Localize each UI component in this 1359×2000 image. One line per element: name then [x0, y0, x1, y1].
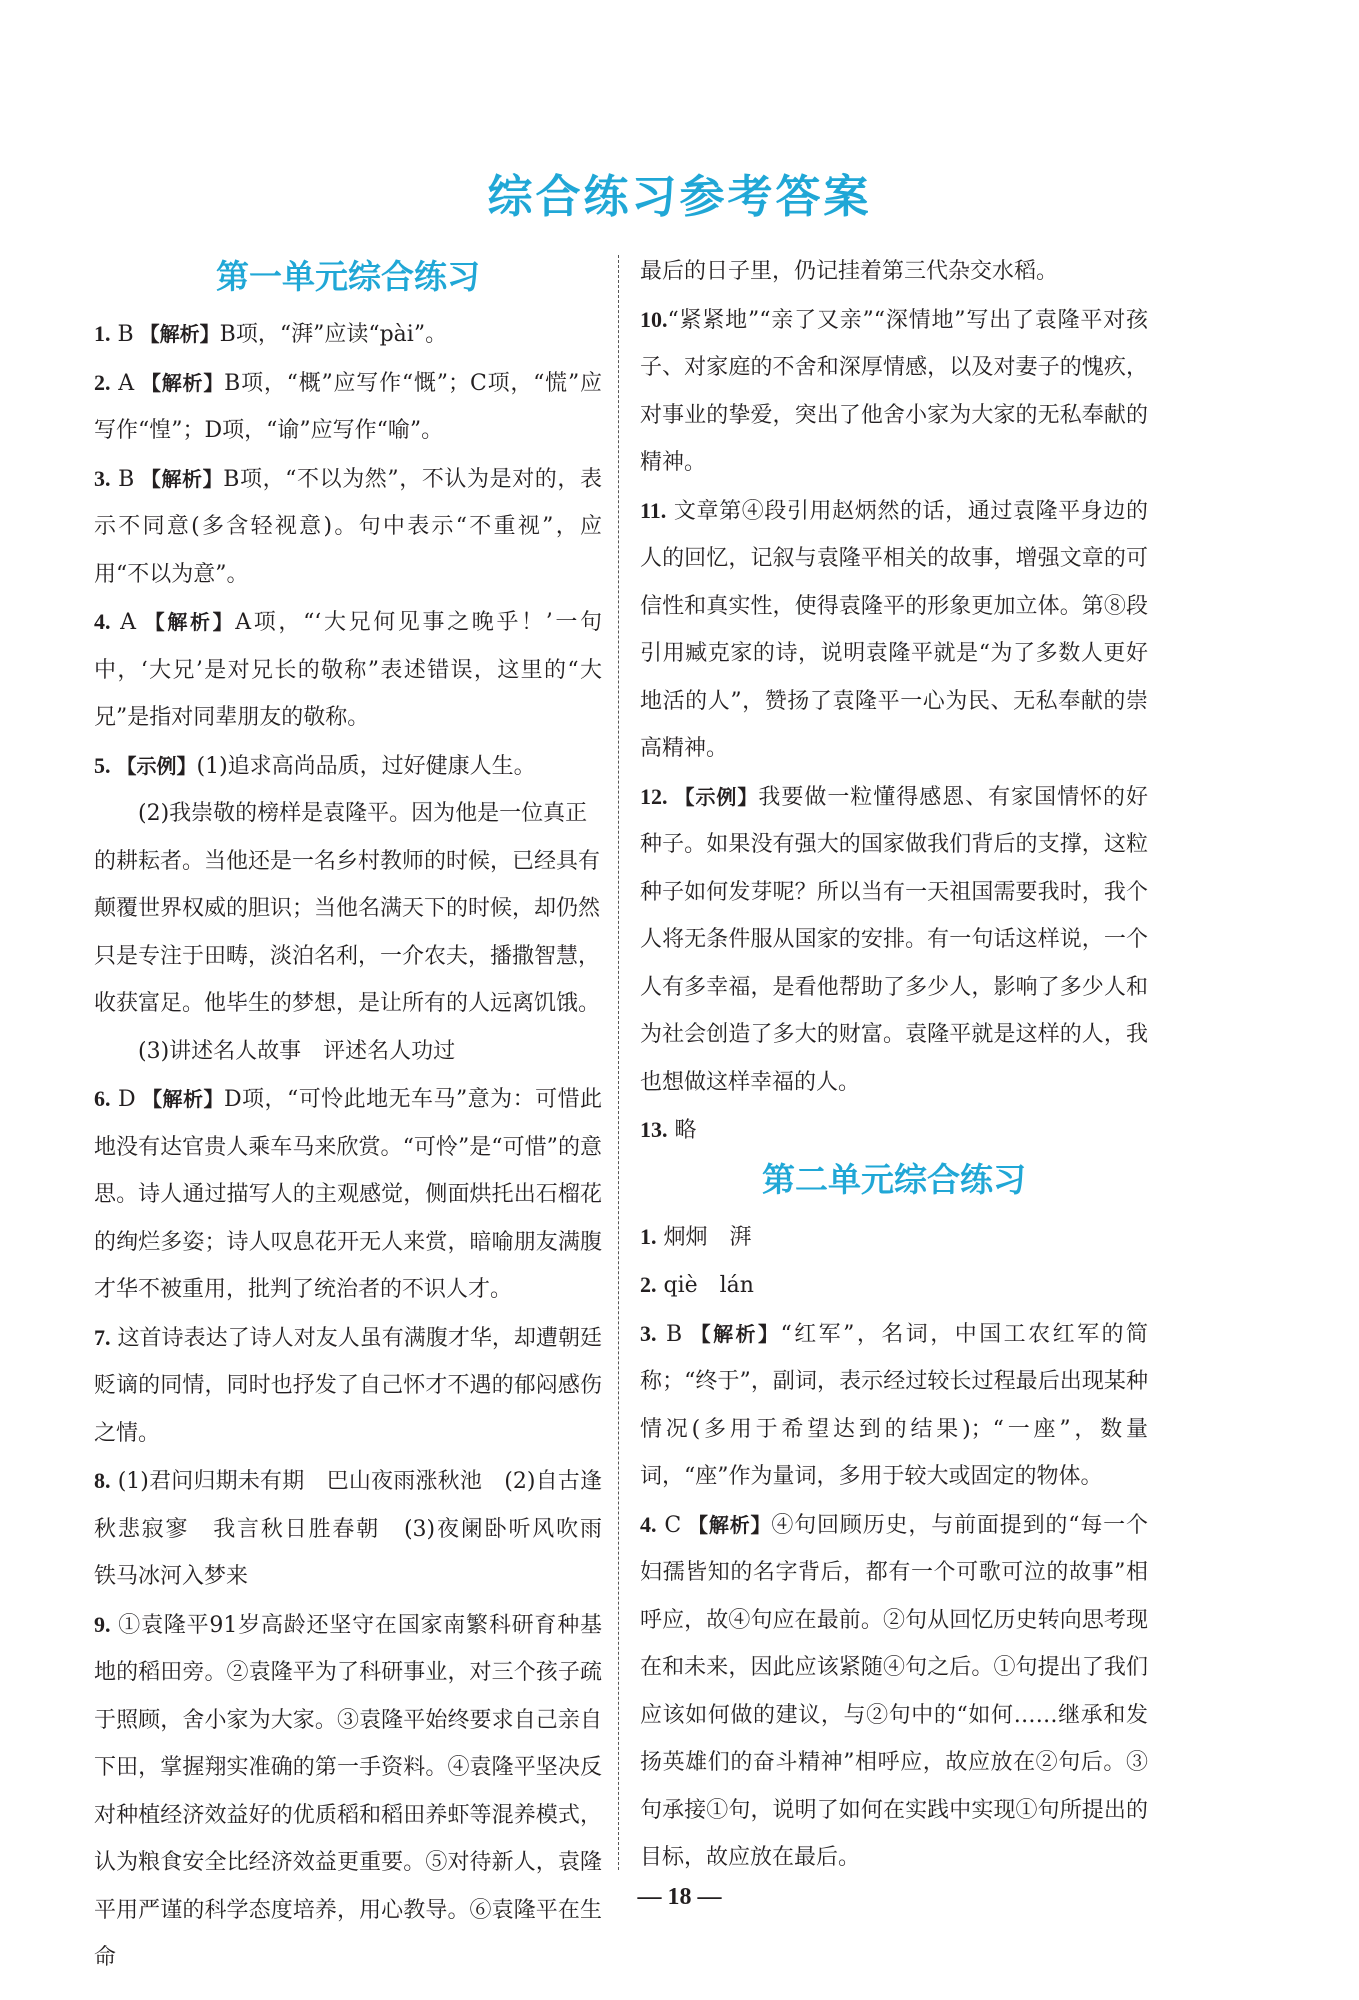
answer-item: 5. 【示例】(1)追求高尚品质，过好健康人生。 — [94, 752, 536, 779]
answer-item: 9. ①袁隆平91岁高龄还坚守在国家南繁科研育种基地的稻田旁。②袁隆平为了科研事业，对三个孩子疏于照顾，舍小家为大家。③袁隆平始终要求自己亲自下田，掌握翔实准确的第一手资料。④袁隆平坚决反对种植经济效益好的优质稻和稻田养虾等混养模式，认为粮食安全比经济效益更重要。⑤对待新人，袁隆平用严谨的科学态度培养，用心教导。⑥袁隆平在生命 — [94, 1611, 602, 1970]
continuation-text: 最后的日子里，仍记挂着第三代杂交水稻。 — [640, 259, 1059, 284]
answer-item: 1. 炯炯 湃 — [640, 1223, 752, 1250]
answer-item: 4. A 【解析】A项，“‘大兄何见事之晚乎！’一句中，‘大兄’是对兄长的敬称”表述错误，这里的“大兄”是指对同辈朋友的敬称。 — [94, 609, 603, 730]
answer-item: 6. D 【解析】D项，“可怜此地无车马”意为：可惜此地没有达官贵人乘车马来欣赏。“可怜”是“可惜”的意思。诗人通过描写人的主观感觉，侧面烘托出石榴花的绚烂多姿；诗人叹息花开无人来赏，暗喻朋友满腹才华不被重用，批判了统治者的不识人才。 — [94, 1086, 603, 1302]
answer-item: 11. 文章第④段引用赵炳然的话，通过袁隆平身边的人的回忆，记叙与袁隆平相关的故事，增强文章的可信性和真实性，使得袁隆平的形象更加立体。第⑧段引用臧克家的诗，说明袁隆平就是“为了多数人更好地活的人”，赞扬了袁隆平一心为民、无私奉献的崇高精神。 — [640, 497, 1148, 761]
answer-item: 2. qiè lán — [640, 1272, 754, 1298]
answer-item: 12. 【示例】我要做一粒懂得感恩、有家国情怀的好种子。如果没有强大的国家做我们背后的支撑，这粒种子如何发芽呢？所以当有一天祖国需要我时，我个人将无条件服从国家的安排。有一句话这样说，一个人有多幸福，是看他帮助了多少人，影响了多少人和为社会创造了多大的财富。袁隆平就是这样的人，我也想做这样幸福的人。 — [640, 783, 1148, 1095]
answer-item: 3. B 【解析】B项，“不以为然”，不认为是对的，表示不同意(多含轻视意)。句中表示“不重视”，应用“不以为意”。 — [94, 465, 602, 587]
answer-item: 10.“紧紧地”“亲了又亲”“深情地”写出了袁隆平对孩子、对家庭的不舍和深厚情感，以及对妻子的愧疚，对事业的挚爱，突出了他舍小家为大家的无私奉献的精神。 — [640, 306, 1148, 475]
answer-item: 13. 略 — [640, 1117, 697, 1143]
answer-item: 3. B 【解析】“红军”，名词，中国工农红军的简称；“终于”，副词，表示经过较长过程最后出现某种情况(多用于希望达到的结果)；“一座”，数量词，“座”作为量词，多用于较大或固定的物体。 — [640, 1320, 1148, 1489]
answer-item: 4. C 【解析】④句回顾历史，与前面提到的“每一个妇孺皆知的名字背后，都有一个可歌可泣的故事”相呼应，故④句应在最前。②句从回忆历史转向思考现在和未来，因此应该紧随④句之后。①句提出了我们应该如何做的建议，与②句中的“如何……继承和发扬英雄们的奋斗精神”相呼应，故应放在②句后。③句承接①句，说明了如何在实践中实现①句所提出的目标，故应放在最后。 — [640, 1511, 1149, 1870]
unit1-title: 第一单元综合练习 — [216, 257, 480, 296]
left-column — [94, 252, 625, 1982]
column-divider — [618, 255, 619, 1870]
right-column — [640, 248, 1148, 1882]
answer-item: 7. 这首诗表达了诗人对友人虽有满腹才华，却遭朝廷贬谪的同情，同时也抒发了自己怀才不遇的郁闷感伤之情。 — [94, 1324, 602, 1446]
page-title: 综合练习参考答案 — [487, 170, 872, 223]
answer-item: 1. B 【解析】B项，“湃”应读“pài”。 — [94, 321, 448, 347]
page-number: — 18 — — [637, 1884, 722, 1910]
answer-sub-item: (2)我崇敬的榜样是袁隆平。因为他是一位真正的耕耘者。当他还是一名乡村教师的时候，已经具有颠覆世界权威的胆识；当他名满天下的时候，却仍然只是专注于田畴，淡泊名利，一介农夫，播撒智慧，收获富足。他毕生的梦想，是让所有的人远离饥饿。 — [94, 801, 601, 1016]
answer-item: 8. (1)君问归期未有期 巴山夜雨涨秋池 (2)自古逢秋悲寂寥 我言秋日胜春朝 (3)夜阑卧听风吹雨 铁马冰河入梦来 — [94, 1468, 625, 1589]
answer-sub-item: (3)讲述名人故事 评述名人功过 — [138, 1038, 456, 1064]
unit2-title: 第二单元综合练习 — [762, 1159, 1026, 1199]
answer-item: 2. A 【解析】B项，“概”应写作“慨”；C项，“慌”应写作“惶”；D项，“谕”应写作“喻”。 — [94, 369, 603, 443]
